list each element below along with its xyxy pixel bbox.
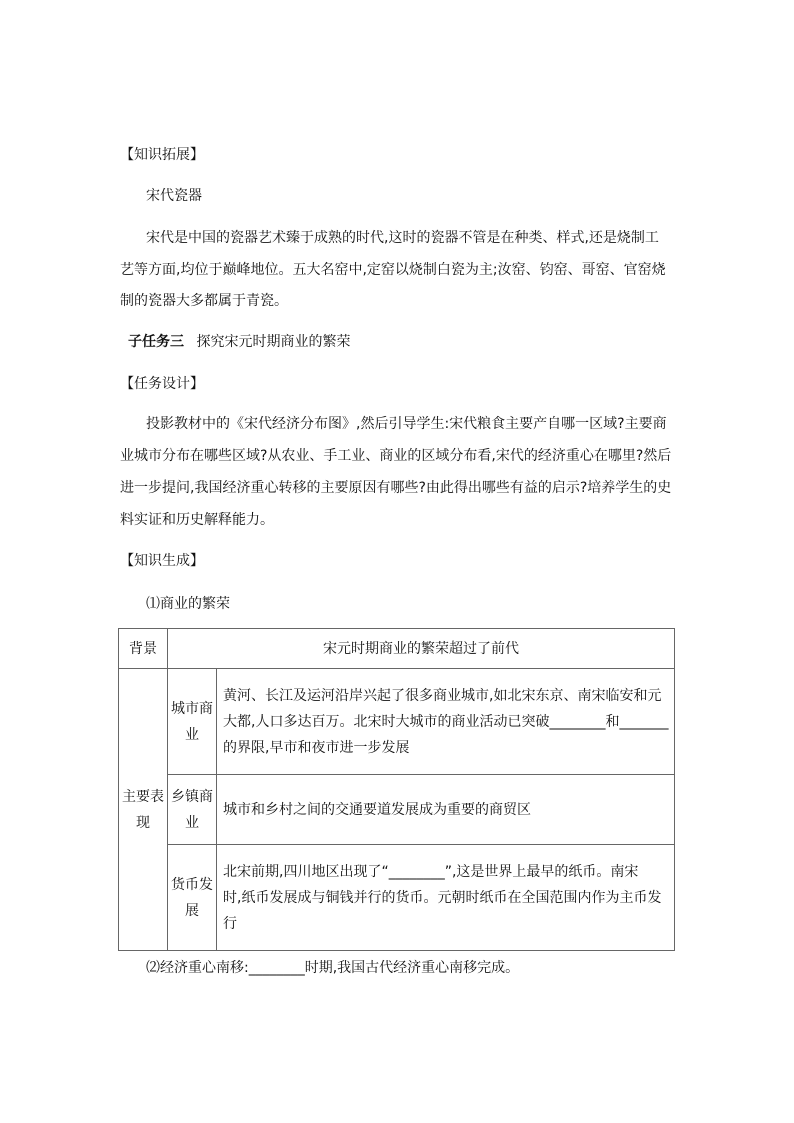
knowledge-generation-heading: 【知识生成】 (120, 553, 204, 569)
item-commerce: ⑴商业的繁荣 (146, 596, 230, 612)
background-value: 宋元时期商业的繁荣超过了前代 (168, 629, 675, 669)
content-line: 大都,人口多达百万。北宋时大城市的商业活动已突破________和_______ (223, 713, 669, 730)
row-content-city (217, 669, 675, 775)
commerce-table (118, 628, 675, 951)
row-label-town: 乡镇商业 (168, 775, 217, 845)
task-design-heading: 【任务设计】 (120, 376, 204, 392)
content-line: 行 (223, 915, 237, 932)
paragraph-line: 宋代是中国的瓷器艺术臻于成熟的时代,这时的瓷器不管是在种类、样式,还是烧制工 (146, 230, 659, 246)
main-label: 主要表现 (119, 669, 168, 951)
content-line: 城市和乡村之间的交通要道发展成为重要的商贸区 (223, 801, 531, 818)
subtask-name: 探究宋元时期商业的繁荣 (196, 334, 351, 350)
subtask-title (128, 332, 350, 352)
row-label-city: 城市商业 (168, 669, 217, 775)
paragraph-line: 制的瓷器大多都属于青瓷。 (120, 293, 288, 309)
row-content-currency (217, 845, 675, 951)
row-content-town (217, 775, 675, 845)
paragraph-line: 业城市分布在哪些区域?从农业、手工业、商业的区域分布看,宋代的经济重心在哪里?然后 (120, 448, 672, 464)
table-row (119, 669, 675, 775)
table-row (119, 629, 675, 669)
subtask-label: 子任务三 (128, 334, 184, 350)
background-label: 背景 (119, 629, 168, 669)
paragraph-line: 艺等方面,均位于巅峰地位。五大名窑中,定窑以烧制白瓷为主;汝窑、钧窑、哥窑、官窑烧 (120, 262, 666, 278)
porcelain-subtitle: 宋代瓷器 (146, 188, 202, 204)
item-economic-shift: ⑵经济重心南移:________时期,我国古代经济重心南移完成。 (146, 960, 520, 976)
paragraph-line: 投影教材中的《宋代经济分布图》,然后引导学生:宋代粮食主要产自哪一区域?主要商 (146, 416, 667, 432)
content-line: 北宋前期,四川地区出现了“________”,这是世界上最早的纸币。南宋 (223, 863, 639, 880)
content-line: 时,纸币发展成与铜钱并行的货币。元朝时纸币在全国范围内作为主币发 (223, 889, 662, 906)
paragraph-line: 料实证和历史解释能力。 (120, 512, 274, 528)
content-line: 的界限,早市和夜市进一步发展 (223, 739, 410, 756)
paragraph-line: 进一步提问,我国经济重心转移的主要原因有哪些?由此得出哪些有益的启示?培养学生的史 (120, 480, 672, 496)
row-label-currency: 货币发展 (168, 845, 217, 951)
table-row (119, 775, 675, 845)
content-line: 黄河、长江及运河沿岸兴起了很多商业城市,如北宋东京、南宋临安和元 (223, 687, 662, 704)
knowledge-extension-heading: 【知识拓展】 (120, 147, 204, 163)
table-row (119, 845, 675, 951)
